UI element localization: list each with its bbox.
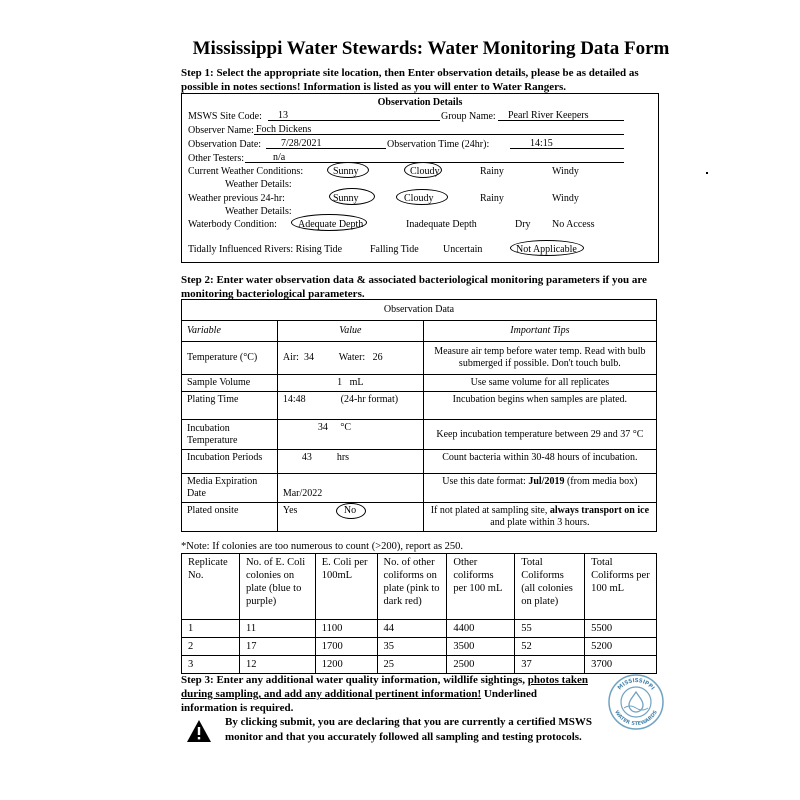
replicate-cell[interactable]: 4400 [447,620,515,638]
replicate-cell[interactable]: 3700 [585,656,657,674]
replicate-cell[interactable]: 1200 [315,656,377,674]
observation-data-title: Observation Data [182,300,657,321]
warning-icon [186,719,212,743]
header-replicate-no: Replicate No. [182,554,240,620]
waterbody-no-access[interactable]: No Access [552,219,595,230]
step3-heading: Step 3: Enter any additional water quality information, wildlife sightings, photos taken during sampling, and add any additional pertinent information! Underlined information is required. [181,674,588,714]
tidal-uncertain[interactable]: Uncertain [443,244,483,255]
previous-weather-sunny[interactable]: Sunny [333,193,359,204]
value-incubation-temperature[interactable]: 34 °C [277,420,423,450]
column-header-tips: Important Tips [423,321,656,342]
header-ecoli-colonies: No. of E. Coli colonies on plate (blue to purple) [239,554,315,620]
site-code-field[interactable]: 13 [268,110,440,121]
replicate-cell[interactable]: 1700 [315,638,377,656]
seal-top-text: MISSISSIPPI [616,677,656,692]
table-row [182,656,657,674]
replicate-cell[interactable]: 11 [239,620,315,638]
variable-incubation-temperature: Incubation Temperature [182,420,278,450]
selection-circle [327,162,369,178]
current-weather-rainy[interactable]: Rainy [480,166,504,177]
replicates-table [181,553,657,674]
replicate-cell[interactable]: 12 [239,656,315,674]
stray-dot [706,172,708,174]
waterbody-inadequate-depth[interactable]: Inadequate Depth [406,219,477,230]
replicate-cell: 1 [182,620,240,638]
table-row [182,375,657,392]
waterbody-dry[interactable]: Dry [515,219,531,230]
column-header-value: Value [277,321,423,342]
variable-media-expiration: Media Expiration Date [182,474,278,503]
table-row [182,342,657,375]
table-row [182,620,657,638]
certification-warning: By clicking submit, you are declaring that you are currently a certified MSWS monitor and that you accurately followed all sampling and testing protocols. [225,716,592,743]
tip-plated-onsite: If not plated at sampling site, always transport on ice and plate within 3 hours. [423,503,656,532]
observer-name-label: Observer Name: [188,125,254,136]
tidal-rising-tide-label[interactable]: Tidally Influenced Rivers: Rising Tide [188,244,343,255]
colony-note: *Note: If colonies are too numerous to count (>200), report as 250. [181,541,464,552]
table-row [182,638,657,656]
selection-circle [329,188,375,205]
observation-date-label: Observation Date: [188,139,262,150]
value-plated-onsite [277,503,423,532]
waterbody-condition-label: Waterbody Condition: [188,219,277,230]
current-weather-sunny[interactable]: Sunny [333,166,359,177]
site-code-label: MSWS Site Code: [188,111,262,122]
replicate-cell: 3 [182,656,240,674]
table-row [182,392,657,420]
selection-circle [396,189,448,205]
replicate-cell[interactable]: 17 [239,638,315,656]
replicate-cell[interactable]: 5200 [585,638,657,656]
replicate-cell[interactable]: 1100 [315,620,377,638]
group-name-label: Group Name: [441,111,496,122]
replicate-cell[interactable]: 37 [515,656,585,674]
replicate-cell[interactable]: 35 [377,638,447,656]
previous-weather-rainy[interactable]: Rainy [480,193,504,204]
group-name-field[interactable]: Pearl River Keepers [498,110,624,121]
observation-date-field[interactable]: 7/28/2021 [266,138,386,149]
value-plating-time[interactable]: 14:48 (24-hr format) [277,392,423,420]
variable-sample-volume: Sample Volume [182,375,278,392]
previous-weather-windy[interactable]: Windy [552,193,579,204]
variable-plated-onsite: Plated onsite [182,503,278,532]
header-total-coliforms: Total Coliforms (all colonies on plate) [515,554,585,620]
current-weather-label: Current Weather Conditions: [188,166,304,177]
observation-time-field[interactable]: 14:15 [510,138,624,149]
current-weather-windy[interactable]: Windy [552,166,579,177]
variable-plating-time: Plating Time [182,392,278,420]
selection-circle [404,162,442,178]
header-total-per-100ml: Total Coliforms per 100 mL [585,554,657,620]
header-other-per-100ml: Other coliforms per 100 mL [447,554,515,620]
value-temperature[interactable]: Air: 34 Water: 26 [277,342,423,375]
observation-data-table [181,299,657,532]
replicate-cell[interactable]: 55 [515,620,585,638]
previous-weather-label: Weather previous 24-hr: [188,193,285,204]
tip-incubation-temperature: Keep incubation temperature between 29 and 37 °C [423,420,656,450]
seal-bottom-text: WATER STEWARDS [613,709,659,728]
previous-weather-cloudy[interactable]: Cloudy [404,193,434,204]
step1-heading: Step 1: Select the appropriate site location, then Enter observation details, please be as detailed as possible in notes sections! Information is listed as you will enter to Water Rangers. [181,67,639,93]
previous-weather-details-label: Weather Details: [225,206,292,217]
observation-details-title: Observation Details [377,97,463,108]
variable-temperature: Temperature (°C) [182,342,278,375]
waterbody-adequate-depth[interactable]: Adequate Depth [298,219,364,230]
water-stewards-seal [608,674,664,730]
step2-heading: Step 2: Enter water observation data & associated bacteriological monitoring parameters if you are monitoring bacteriological parameters. [181,274,647,300]
selection-circle [291,214,367,231]
replicate-cell: 2 [182,638,240,656]
tip-incubation-periods: Count bacteria within 30-48 hours of incubation. [423,450,656,474]
weather-details-label: Weather Details: [225,179,292,190]
value-media-expiration[interactable]: Mar/2022 [277,474,423,503]
column-header-variable: Variable [182,321,278,342]
selection-circle [336,503,366,519]
current-weather-cloudy[interactable]: Cloudy [410,166,440,177]
variable-incubation-periods: Incubation Periods [182,450,278,474]
tip-temperature: Measure air temp before water temp. Read with bulb submerged if possible. Don't touch bulb. [423,342,656,375]
plated-onsite-yes[interactable]: Yes [282,505,298,516]
header-other-coliforms: No. of other coliforms on plate (pink to dark red) [377,554,447,620]
observer-name-field[interactable]: Foch Dickens [254,124,624,135]
value-incubation-periods[interactable]: 43 hrs [277,450,423,474]
replicates-header-row [182,554,657,620]
replicate-cell[interactable]: 2500 [447,656,515,674]
form-title: Mississippi Water Stewards: Water Monitoring Data Form [192,38,670,59]
table-row [182,503,657,532]
other-testers-label: Other Testers: [188,153,245,164]
observation-time-label: Observation Time (24hr): [387,139,490,150]
tip-plating-time: Incubation begins when samples are plated. [423,392,656,420]
header-ecoli-per-100ml: E. Coli per 100mL [315,554,377,620]
replicate-cell[interactable]: 3500 [447,638,515,656]
replicate-cell[interactable]: 44 [377,620,447,638]
replicate-cell[interactable]: 52 [515,638,585,656]
tidal-not-applicable[interactable]: Not Applicable [516,244,577,255]
replicate-cell[interactable]: 25 [377,656,447,674]
replicate-cell[interactable]: 5500 [585,620,657,638]
table-row [182,450,657,474]
tidal-falling-tide[interactable]: Falling Tide [370,244,419,255]
table-row [182,420,657,450]
tip-sample-volume: Use same volume for all replicates [423,375,656,392]
tip-media-expiration: Use this date format: Jul/2019 (from media box) [423,474,656,503]
table-row [182,474,657,503]
selection-circle [510,240,584,256]
other-testers-field[interactable]: n/a [245,152,624,163]
plated-onsite-no[interactable]: No [343,505,357,516]
value-sample-volume[interactable]: 1 mL [277,375,423,392]
